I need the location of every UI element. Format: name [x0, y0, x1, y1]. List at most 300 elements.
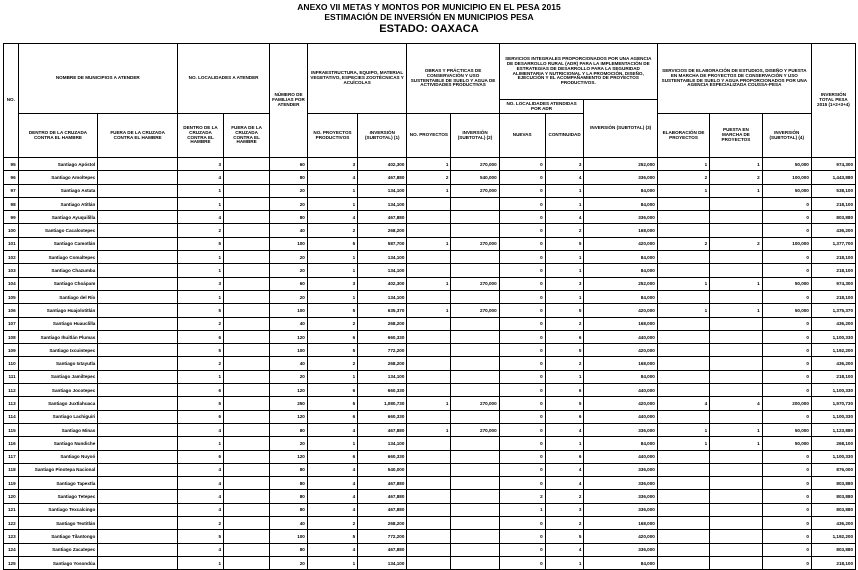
total-investment: 436,200 — [811, 317, 855, 330]
coussa-elaboration: 4 — [657, 397, 709, 410]
municipality-outside — [98, 423, 178, 436]
localities-inside: 6 — [177, 410, 223, 423]
table-row — [4, 171, 856, 184]
families-count: 100 — [270, 304, 308, 317]
families-count: 80 — [270, 463, 308, 476]
coussa-investment: 50,000 — [762, 184, 811, 197]
row-number: 110 — [4, 357, 19, 370]
localities-inside: 1 — [177, 251, 223, 264]
coussa-launch: 1 — [710, 277, 762, 290]
municipality-outside — [98, 503, 178, 516]
header-services-investment: INVERSIÓN (SUBTOTAL) (3) — [584, 100, 657, 158]
row-number: 106 — [4, 304, 19, 317]
coussa-elaboration — [657, 463, 709, 476]
municipality-name: Santiago Amoltepec — [18, 171, 98, 184]
infra-investment: 660,330 — [358, 384, 407, 397]
works-projects — [407, 344, 451, 357]
infra-investment: 402,300 — [358, 158, 407, 171]
municipality-outside — [98, 251, 178, 264]
total-investment: 218,100 — [811, 556, 855, 569]
municipality-name: Santiago Ihuitlán Plumas — [18, 330, 98, 343]
new-localities: 0 — [499, 463, 545, 476]
coussa-investment: 0 — [762, 517, 811, 530]
works-investment — [451, 330, 499, 343]
coussa-elaboration — [657, 224, 709, 237]
coussa-launch — [710, 317, 762, 330]
works-projects — [407, 211, 451, 224]
coussa-investment: 0 — [762, 317, 811, 330]
services-investment: 168,000 — [584, 357, 657, 370]
services-investment: 168,000 — [584, 224, 657, 237]
services-investment: 440,000 — [584, 450, 657, 463]
coussa-launch — [710, 384, 762, 397]
continuity-localities: 5 — [545, 344, 584, 357]
localities-inside: 6 — [177, 330, 223, 343]
coussa-elaboration — [657, 290, 709, 303]
coussa-elaboration — [657, 384, 709, 397]
infra-investment: 772,200 — [358, 530, 407, 543]
continuity-localities: 3 — [545, 277, 584, 290]
municipality-outside — [98, 543, 178, 556]
infra-investment: 467,880 — [358, 211, 407, 224]
localities-outside — [224, 423, 270, 436]
row-number: 122 — [4, 517, 19, 530]
coussa-launch — [710, 197, 762, 210]
new-localities: 0 — [499, 423, 545, 436]
infra-investment: 134,100 — [358, 437, 407, 450]
localities-outside — [224, 330, 270, 343]
table-row — [4, 530, 856, 543]
works-projects — [407, 370, 451, 383]
header-works: OBRAS Y PRÁCTICAS DE CONSERVACIÓN Y USO SUSTENTABLE DE SUELO Y AGUA DE ACTIVIDADES PRODUCTIVAS — [407, 44, 499, 114]
municipality-name: Santiago Choápam — [18, 277, 98, 290]
coussa-launch — [710, 330, 762, 343]
families-count: 20 — [270, 437, 308, 450]
new-localities: 0 — [499, 264, 545, 277]
new-localities: 0 — [499, 304, 545, 317]
works-projects — [407, 357, 451, 370]
infra-investment: 635,370 — [358, 304, 407, 317]
header-loc-outside: FUERA DE LA CRUZADA CONTRA EL HAMBRE — [224, 114, 270, 158]
municipality-outside — [98, 556, 178, 569]
coussa-elaboration — [657, 477, 709, 490]
municipality-outside — [98, 370, 178, 383]
table-row — [4, 556, 856, 569]
infra-investment: 134,100 — [358, 556, 407, 569]
works-projects — [407, 556, 451, 569]
infra-investment: 402,300 — [358, 277, 407, 290]
continuity-localities: 5 — [545, 304, 584, 317]
coussa-launch — [710, 370, 762, 383]
services-investment: 84,000 — [584, 264, 657, 277]
continuity-localities: 2 — [545, 317, 584, 330]
header-families: NÚMERO DE FAMILIAS POR ATENDER — [270, 44, 308, 158]
infra-projects: 2 — [307, 357, 357, 370]
municipality-outside — [98, 277, 178, 290]
municipality-name: Santiago Cacaloxtepec — [18, 224, 98, 237]
new-localities: 0 — [499, 237, 545, 250]
works-projects — [407, 317, 451, 330]
families-count: 20 — [270, 251, 308, 264]
infra-projects: 2 — [307, 317, 357, 330]
services-investment: 336,000 — [584, 490, 657, 503]
families-count: 60 — [270, 277, 308, 290]
services-investment: 420,000 — [584, 397, 657, 410]
infra-projects: 4 — [307, 171, 357, 184]
works-investment — [451, 437, 499, 450]
coussa-elaboration — [657, 556, 709, 569]
infra-investment: 134,100 — [358, 290, 407, 303]
row-number: 125 — [4, 556, 19, 569]
continuity-localities: 1 — [545, 290, 584, 303]
infra-investment: 660,330 — [358, 410, 407, 423]
total-investment: 1,100,330 — [811, 410, 855, 423]
municipality-name: Santiago Nundiche — [18, 437, 98, 450]
header-services: SERVICIOS INTEGRALES PROPORCIONADOS POR UNA AGENCIA DE DESARROLLO RURAL (ADR) PARA LA IMPLEMENTACIÓN DE ESTRATEGIAS DE DESARROLLO PARA LA SEGURIDAD ALIMENTARIA Y NUTRICIONAL Y LA PROMOCIÓN, DISEÑO, EJECUCIÓN Y EL ACOMPAÑAMIENTO DE PROYECTOS PRODUCTIVOS. — [499, 44, 657, 100]
table-row — [4, 290, 856, 303]
total-investment: 803,880 — [811, 477, 855, 490]
coussa-investment: 0 — [762, 264, 811, 277]
services-investment: 84,000 — [584, 437, 657, 450]
localities-outside — [224, 556, 270, 569]
total-investment: 1,100,330 — [811, 384, 855, 397]
total-investment: 218,100 — [811, 370, 855, 383]
municipality-name: Santiago Minas — [18, 423, 98, 436]
header-coussa-elaboration: ELABORACIÓN DE PROYECTOS — [657, 114, 709, 158]
works-investment — [451, 197, 499, 210]
table-row — [4, 463, 856, 476]
continuity-localities: 5 — [545, 397, 584, 410]
coussa-elaboration — [657, 503, 709, 516]
localities-inside: 5 — [177, 237, 223, 250]
municipality-outside — [98, 211, 178, 224]
works-projects — [407, 410, 451, 423]
coussa-investment: 0 — [762, 450, 811, 463]
municipality-outside — [98, 158, 178, 171]
row-number: 101 — [4, 237, 19, 250]
coussa-investment: 0 — [762, 477, 811, 490]
continuity-localities: 5 — [545, 530, 584, 543]
coussa-investment: 200,000 — [762, 397, 811, 410]
row-number: 118 — [4, 463, 19, 476]
header-adr-localities: NO. LOCALIDADES ATENDIDAS POR ADR — [499, 100, 584, 114]
localities-inside: 6 — [177, 450, 223, 463]
services-investment: 440,000 — [584, 384, 657, 397]
table-row — [4, 237, 856, 250]
works-projects — [407, 224, 451, 237]
new-localities: 0 — [499, 330, 545, 343]
works-projects: 2 — [407, 171, 451, 184]
continuity-localities: 2 — [545, 517, 584, 530]
works-projects — [407, 450, 451, 463]
works-projects — [407, 197, 451, 210]
coussa-elaboration — [657, 410, 709, 423]
infra-projects: 3 — [307, 277, 357, 290]
document-titles — [0, 0, 858, 35]
infra-projects: 1 — [307, 290, 357, 303]
coussa-launch — [710, 290, 762, 303]
localities-outside — [224, 277, 270, 290]
infra-investment: 134,100 — [358, 184, 407, 197]
infra-projects: 4 — [307, 543, 357, 556]
continuity-localities: 1 — [545, 556, 584, 569]
infra-investment: 268,200 — [358, 517, 407, 530]
coussa-elaboration — [657, 450, 709, 463]
coussa-investment: 0 — [762, 490, 811, 503]
municipality-outside — [98, 197, 178, 210]
table-row — [4, 184, 856, 197]
municipality-outside — [98, 517, 178, 530]
municipality-outside — [98, 410, 178, 423]
localities-outside — [224, 184, 270, 197]
infra-investment: 467,880 — [358, 423, 407, 436]
new-localities: 0 — [499, 357, 545, 370]
total-investment: 1,100,330 — [811, 330, 855, 343]
services-investment: 420,000 — [584, 237, 657, 250]
works-projects — [407, 264, 451, 277]
continuity-localities: 4 — [545, 463, 584, 476]
table-row — [4, 517, 856, 530]
row-number: 116 — [4, 437, 19, 450]
infra-investment: 1,080,730 — [358, 397, 407, 410]
municipality-outside — [98, 264, 178, 277]
families-count: 40 — [270, 517, 308, 530]
infra-investment: 268,200 — [358, 317, 407, 330]
works-investment — [451, 490, 499, 503]
families-count: 100 — [270, 237, 308, 250]
new-localities: 2 — [499, 490, 545, 503]
localities-outside — [224, 344, 270, 357]
coussa-investment: 0 — [762, 530, 811, 543]
coussa-elaboration: 2 — [657, 171, 709, 184]
continuity-localities: 6 — [545, 450, 584, 463]
row-number: 104 — [4, 277, 19, 290]
coussa-elaboration — [657, 530, 709, 543]
coussa-investment: 100,000 — [762, 171, 811, 184]
municipality-name: Santiago Pinotepa Nacional — [18, 463, 98, 476]
infra-projects: 5 — [307, 397, 357, 410]
continuity-localities: 2 — [545, 490, 584, 503]
localities-outside — [224, 370, 270, 383]
row-number: 112 — [4, 384, 19, 397]
municipality-name: Santiago Apóstol — [18, 158, 98, 171]
localities-outside — [224, 264, 270, 277]
localities-inside: 4 — [177, 463, 223, 476]
services-investment: 84,000 — [584, 197, 657, 210]
continuity-localities: 4 — [545, 211, 584, 224]
total-investment: 436,200 — [811, 517, 855, 530]
coussa-elaboration — [657, 197, 709, 210]
row-number: 123 — [4, 530, 19, 543]
services-investment: 336,000 — [584, 503, 657, 516]
localities-outside — [224, 171, 270, 184]
new-localities: 0 — [499, 251, 545, 264]
localities-outside — [224, 530, 270, 543]
infra-projects: 1 — [307, 264, 357, 277]
works-projects: 1 — [407, 423, 451, 436]
families-count: 120 — [270, 330, 308, 343]
localities-outside — [224, 211, 270, 224]
table-row — [4, 264, 856, 277]
municipality-name: Santiago Jocotepec — [18, 384, 98, 397]
works-investment — [451, 556, 499, 569]
municipality-name: Santiago Ayuquililla — [18, 211, 98, 224]
coussa-launch: 1 — [710, 304, 762, 317]
continuity-localities: 5 — [545, 237, 584, 250]
localities-inside: 5 — [177, 397, 223, 410]
new-localities: 0 — [499, 477, 545, 490]
row-number: 108 — [4, 330, 19, 343]
localities-outside — [224, 463, 270, 476]
localities-inside: 4 — [177, 171, 223, 184]
services-investment: 420,000 — [584, 344, 657, 357]
continuity-localities: 1 — [545, 197, 584, 210]
table-row — [4, 477, 856, 490]
table-row — [4, 330, 856, 343]
municipality-outside — [98, 450, 178, 463]
works-investment: 270,000 — [451, 277, 499, 290]
coussa-elaboration: 1 — [657, 423, 709, 436]
localities-inside: 5 — [177, 530, 223, 543]
families-count: 60 — [270, 158, 308, 171]
works-projects — [407, 530, 451, 543]
municipality-outside — [98, 330, 178, 343]
works-investment: 270,000 — [451, 237, 499, 250]
row-number: 97 — [4, 184, 19, 197]
municipality-name: Santiago Texcalcingo — [18, 503, 98, 516]
municipality-name: Santiago Camotlán — [18, 237, 98, 250]
coussa-elaboration — [657, 490, 709, 503]
row-number: 113 — [4, 397, 19, 410]
infra-projects: 4 — [307, 211, 357, 224]
families-count: 100 — [270, 344, 308, 357]
infra-investment: 134,100 — [358, 251, 407, 264]
header-coussa-investment: INVERSIÓN (SUBTOTAL) (4) — [762, 114, 811, 158]
table-row — [4, 158, 856, 171]
localities-inside: 4 — [177, 211, 223, 224]
municipality-name: Santiago Tetepec — [18, 490, 98, 503]
total-investment: 803,880 — [811, 503, 855, 516]
works-projects: 1 — [407, 237, 451, 250]
services-investment: 168,000 — [584, 317, 657, 330]
coussa-elaboration — [657, 517, 709, 530]
title-state: ESTADO: OAXACA — [379, 22, 479, 35]
localities-outside — [224, 490, 270, 503]
coussa-launch — [710, 357, 762, 370]
new-localities: 0 — [499, 211, 545, 224]
table-row — [4, 423, 856, 436]
continuity-localities: 2 — [545, 357, 584, 370]
municipality-outside — [98, 384, 178, 397]
municipality-outside — [98, 224, 178, 237]
municipality-outside — [98, 357, 178, 370]
municipality-name: Santiago Ixtayutla — [18, 357, 98, 370]
continuity-localities: 4 — [545, 543, 584, 556]
coussa-launch: 1 — [710, 184, 762, 197]
row-number: 107 — [4, 317, 19, 330]
continuity-localities: 6 — [545, 410, 584, 423]
row-number: 103 — [4, 264, 19, 277]
localities-inside: 6 — [177, 384, 223, 397]
coussa-investment: 0 — [762, 370, 811, 383]
new-localities: 0 — [499, 224, 545, 237]
new-localities: 0 — [499, 197, 545, 210]
families-count: 120 — [270, 450, 308, 463]
works-investment: 270,000 — [451, 158, 499, 171]
new-localities: 0 — [499, 171, 545, 184]
coussa-investment: 0 — [762, 197, 811, 210]
infra-projects: 6 — [307, 410, 357, 423]
works-investment — [451, 317, 499, 330]
works-investment — [451, 264, 499, 277]
localities-outside — [224, 304, 270, 317]
services-investment: 336,000 — [584, 463, 657, 476]
works-projects: 1 — [407, 277, 451, 290]
coussa-launch — [710, 477, 762, 490]
services-investment: 84,000 — [584, 184, 657, 197]
row-number: 99 — [4, 211, 19, 224]
municipality-name: Santiago Lachiguiri — [18, 410, 98, 423]
coussa-launch — [710, 490, 762, 503]
coussa-investment: 0 — [762, 211, 811, 224]
total-investment: 218,100 — [811, 264, 855, 277]
goals-table — [3, 43, 856, 570]
coussa-investment: 0 — [762, 251, 811, 264]
header-mun-outside: FUERA DE LA CRUZADA CONTRA EL HAMBRE — [98, 114, 178, 158]
municipality-outside — [98, 397, 178, 410]
infra-investment: 467,880 — [358, 503, 407, 516]
table-row — [4, 384, 856, 397]
coussa-elaboration — [657, 357, 709, 370]
table-row — [4, 503, 856, 516]
infra-projects: 1 — [307, 556, 357, 569]
coussa-elaboration — [657, 344, 709, 357]
municipality-name: Santiago Huajolotitlán — [18, 304, 98, 317]
table-row — [4, 224, 856, 237]
header-continuity: CONTINUIDAD — [545, 114, 584, 158]
municipality-name: Santiago Textitlán — [18, 517, 98, 530]
coussa-elaboration — [657, 543, 709, 556]
localities-inside: 1 — [177, 437, 223, 450]
municipality-outside — [98, 237, 178, 250]
total-investment: 974,300 — [811, 158, 855, 171]
families-count: 20 — [270, 370, 308, 383]
infra-projects: 3 — [307, 158, 357, 171]
new-localities: 1 — [499, 503, 545, 516]
coussa-launch — [710, 410, 762, 423]
continuity-localities: 6 — [545, 330, 584, 343]
services-investment: 440,000 — [584, 410, 657, 423]
services-investment: 84,000 — [584, 556, 657, 569]
total-investment: 1,192,200 — [811, 344, 855, 357]
coussa-investment: 0 — [762, 463, 811, 476]
continuity-localities: 4 — [545, 423, 584, 436]
works-investment — [451, 463, 499, 476]
coussa-elaboration — [657, 370, 709, 383]
total-investment: 538,100 — [811, 184, 855, 197]
row-number: 121 — [4, 503, 19, 516]
infra-projects: 5 — [307, 304, 357, 317]
continuity-localities: 1 — [545, 370, 584, 383]
new-localities: 0 — [499, 317, 545, 330]
families-count: 20 — [270, 197, 308, 210]
new-localities: 0 — [499, 517, 545, 530]
row-number: 98 — [4, 197, 19, 210]
new-localities: 0 — [499, 543, 545, 556]
municipality-name: Santiago Atitlán — [18, 197, 98, 210]
municipality-outside — [98, 290, 178, 303]
localities-inside: 1 — [177, 556, 223, 569]
